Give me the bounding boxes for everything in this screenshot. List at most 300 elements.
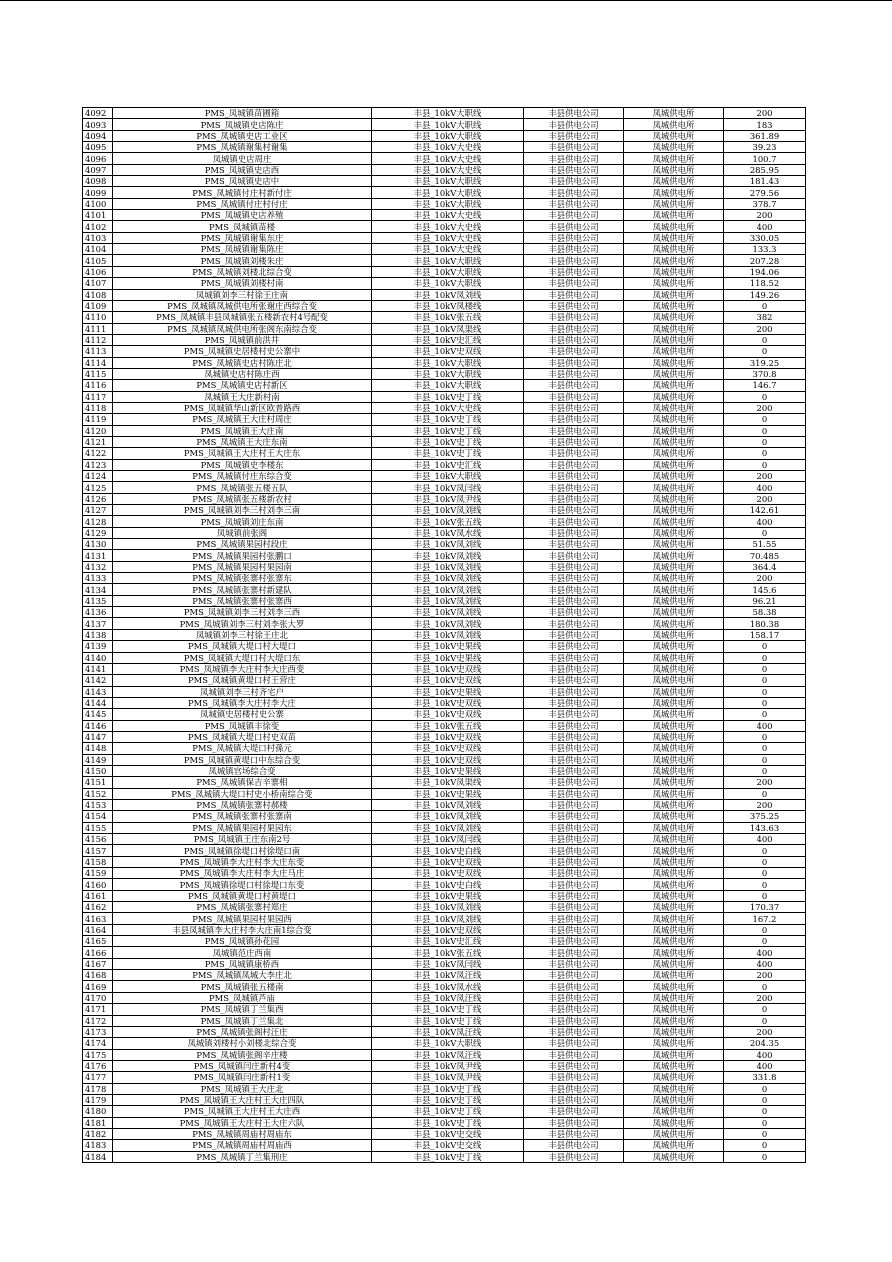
- station-name-cell: PMS_凤城镇凤城供电所张谢庄西综合变: [113, 300, 372, 311]
- feeder-line-cell: 丰县_10kV史果线: [372, 788, 524, 799]
- table-row: [83, 1004, 806, 1015]
- table-row: [83, 187, 806, 198]
- capacity-cell: 382: [724, 312, 806, 323]
- table-row: [83, 992, 806, 1003]
- supply-office-cell: 凤城供电所: [624, 584, 724, 595]
- feeder-line-cell: 丰县_10kV凤楼线: [372, 300, 524, 311]
- feeder-line-cell: 丰县_10kV凤汪线: [372, 1049, 524, 1060]
- capacity-cell: 0: [724, 1128, 806, 1139]
- feeder-line-cell: 丰县_10kV史丁线: [372, 391, 524, 402]
- supply-office-cell: 凤城供电所: [624, 187, 724, 198]
- supply-office-cell: 凤城供电所: [624, 448, 724, 459]
- supply-office-cell: 凤城供电所: [624, 958, 724, 969]
- row-number-cell: 4169: [83, 981, 113, 992]
- table-row: [83, 1083, 806, 1094]
- row-number-cell: 4140: [83, 652, 113, 663]
- capacity-cell: 0: [724, 1004, 806, 1015]
- row-number-cell: 4177: [83, 1072, 113, 1083]
- feeder-line-cell: 丰县_10kV大职线: [372, 357, 524, 368]
- feeder-line-cell: 丰县_10kV史汇线: [372, 459, 524, 470]
- table-row: [83, 834, 806, 845]
- row-number-cell: 4146: [83, 720, 113, 731]
- capacity-cell: 0: [724, 697, 806, 708]
- feeder-line-cell: 丰县_10kV大史线: [372, 244, 524, 255]
- table-row: [83, 312, 806, 323]
- row-number-cell: 4158: [83, 856, 113, 867]
- supply-office-cell: 凤城供电所: [624, 1151, 724, 1162]
- row-number-cell: 4128: [83, 516, 113, 527]
- supply-office-cell: 凤城供电所: [624, 312, 724, 323]
- supply-office-cell: 凤城供电所: [624, 822, 724, 833]
- table-row: [83, 323, 806, 334]
- table-row: [83, 947, 806, 958]
- feeder-line-cell: 丰县_10kV凤刘线: [372, 573, 524, 584]
- company-cell: 丰县供电公司: [524, 1004, 624, 1015]
- station-name-cell: PMS_凤城镇刘楼北综合变: [113, 266, 372, 277]
- table-row: [83, 380, 806, 391]
- company-cell: 丰县供电公司: [524, 323, 624, 334]
- feeder-line-cell: 丰县_10kV大史线: [372, 210, 524, 221]
- company-cell: 丰县供电公司: [524, 1151, 624, 1162]
- capacity-cell: 200: [724, 471, 806, 482]
- station-name-cell: PMS_凤城镇张寨村新建队: [113, 584, 372, 595]
- station-name-cell: PMS_凤城镇前洪井: [113, 334, 372, 345]
- station-name-cell: PMS_凤城镇康桥西: [113, 958, 372, 969]
- table-row: [83, 164, 806, 175]
- station-name-cell: PMS_凤城镇王大庄村王大庄四队: [113, 1094, 372, 1105]
- supply-office-cell: 凤城供电所: [624, 697, 724, 708]
- row-number-cell: 4112: [83, 334, 113, 345]
- feeder-line-cell: 丰县_10kV凤闫线: [372, 958, 524, 969]
- company-cell: 丰县供电公司: [524, 992, 624, 1003]
- feeder-line-cell: 丰县_10kV史丁线: [372, 436, 524, 447]
- company-cell: 丰县供电公司: [524, 1015, 624, 1026]
- company-cell: 丰县供电公司: [524, 1094, 624, 1105]
- company-cell: 丰县供电公司: [524, 879, 624, 890]
- company-cell: 丰县供电公司: [524, 686, 624, 697]
- station-name-cell: 凤城镇刘李三村齐宅户: [113, 686, 372, 697]
- station-name-cell: PMS_凤城镇徐堤口村徐堤口东变: [113, 879, 372, 890]
- station-name-cell: PMS_凤城镇付庄东综合变: [113, 471, 372, 482]
- capacity-cell: 146.7: [724, 380, 806, 391]
- table-row: [83, 1049, 806, 1060]
- feeder-line-cell: 丰县_10kV史丁线: [372, 425, 524, 436]
- feeder-line-cell: 丰县_10kV大史线: [372, 153, 524, 164]
- row-number-cell: 4181: [83, 1117, 113, 1128]
- company-cell: 丰县供电公司: [524, 754, 624, 765]
- station-name-cell: PMS_凤城镇丁兰集西: [113, 1004, 372, 1015]
- table-row: [83, 788, 806, 799]
- station-name-cell: PMS_凤城镇王大庄南: [113, 425, 372, 436]
- capacity-cell: 200: [724, 573, 806, 584]
- company-cell: 丰县供电公司: [524, 618, 624, 629]
- company-cell: 丰县供电公司: [524, 210, 624, 221]
- supply-office-cell: 凤城供电所: [624, 1128, 724, 1139]
- supply-office-cell: 凤城供电所: [624, 765, 724, 776]
- station-name-cell: 凤城镇史居楼村史公寨: [113, 709, 372, 720]
- supply-office-cell: 凤城供电所: [624, 1060, 724, 1071]
- row-number-cell: 4107: [83, 278, 113, 289]
- row-number-cell: 4182: [83, 1128, 113, 1139]
- table-row: [83, 777, 806, 788]
- company-cell: 丰县供电公司: [524, 380, 624, 391]
- row-number-cell: 4148: [83, 743, 113, 754]
- feeder-line-cell: 丰县_10kV大职线: [372, 130, 524, 141]
- supply-office-cell: 凤城供电所: [624, 1004, 724, 1015]
- capacity-cell: 118.52: [724, 278, 806, 289]
- table-row: [83, 607, 806, 618]
- capacity-cell: 200: [724, 1026, 806, 1037]
- capacity-cell: 0: [724, 1015, 806, 1026]
- capacity-cell: 143.63: [724, 822, 806, 833]
- station-name-cell: PMS_凤城镇丁兰集刑庄: [113, 1151, 372, 1162]
- feeder-line-cell: 丰县_10kV凤渠线: [372, 323, 524, 334]
- station-name-cell: PMS_凤城镇周庙村周庙东: [113, 1128, 372, 1139]
- capacity-cell: 96.21: [724, 595, 806, 606]
- table-body: [83, 108, 806, 1163]
- feeder-line-cell: 丰县_10kV凤水线: [372, 527, 524, 538]
- supply-office-cell: 凤城供电所: [624, 947, 724, 958]
- station-name-cell: PMS_凤城镇闫庄新村4变: [113, 1060, 372, 1071]
- table-row: [83, 1117, 806, 1128]
- station-name-cell: PMS_凤城镇王大庄村王大庄六队: [113, 1117, 372, 1128]
- supply-office-cell: 凤城供电所: [624, 845, 724, 856]
- table-row: [83, 550, 806, 561]
- feeder-line-cell: 丰县_10kV史汇线: [372, 936, 524, 947]
- company-cell: 丰县供电公司: [524, 346, 624, 357]
- capacity-cell: 0: [724, 391, 806, 402]
- table-row: [83, 799, 806, 810]
- supply-office-cell: 凤城供电所: [624, 799, 724, 810]
- feeder-line-cell: 丰县_10kV史双线: [372, 675, 524, 686]
- station-name-cell: PMS_凤城镇大堤口村大堤口: [113, 641, 372, 652]
- station-name-cell: PMS_凤城镇史居楼村史公寨中: [113, 346, 372, 357]
- feeder-line-cell: 丰县_10kV大史线: [372, 142, 524, 153]
- station-name-cell: PMS_凤城镇华山新区欧普路西: [113, 402, 372, 413]
- capacity-cell: 0: [724, 652, 806, 663]
- table-row: [83, 686, 806, 697]
- capacity-cell: 0: [724, 334, 806, 345]
- supply-office-cell: 凤城供电所: [624, 607, 724, 618]
- station-name-cell: PMS_凤城镇果园村果园南: [113, 561, 372, 572]
- feeder-line-cell: 丰县_10kV大职线: [372, 368, 524, 379]
- table-row: [83, 505, 806, 516]
- capacity-cell: 400: [724, 482, 806, 493]
- feeder-line-cell: 丰县_10kV史交线: [372, 1140, 524, 1151]
- company-cell: 丰县供电公司: [524, 777, 624, 788]
- station-name-cell: PMS_凤城镇张寨村郑庄: [113, 902, 372, 913]
- station-name-cell: PMS_凤城镇周庙村周庙西: [113, 1140, 372, 1151]
- company-cell: 丰县供电公司: [524, 1106, 624, 1117]
- supply-office-cell: 凤城供电所: [624, 731, 724, 742]
- capacity-cell: 361.89: [724, 130, 806, 141]
- table-row: [83, 595, 806, 606]
- row-number-cell: 4100: [83, 198, 113, 209]
- row-number-cell: 4173: [83, 1026, 113, 1037]
- company-cell: 丰县供电公司: [524, 505, 624, 516]
- capacity-cell: 0: [724, 731, 806, 742]
- station-name-cell: PMS_凤城镇王庄东南2号: [113, 834, 372, 845]
- table-row: [83, 879, 806, 890]
- capacity-cell: 145.6: [724, 584, 806, 595]
- supply-office-cell: 凤城供电所: [624, 300, 724, 311]
- supply-office-cell: 凤城供电所: [624, 709, 724, 720]
- capacity-cell: 100.7: [724, 153, 806, 164]
- table-row: [83, 198, 806, 209]
- station-name-cell: 凤城镇刘李三村徐王庄北: [113, 629, 372, 640]
- capacity-cell: 194.06: [724, 266, 806, 277]
- company-cell: 丰县供电公司: [524, 312, 624, 323]
- company-cell: 丰县供电公司: [524, 765, 624, 776]
- supply-office-cell: 凤城供电所: [624, 119, 724, 130]
- station-name-cell: PMS_凤城镇大堤口村史双苗: [113, 731, 372, 742]
- capacity-cell: 400: [724, 720, 806, 731]
- supply-office-cell: 凤城供电所: [624, 176, 724, 187]
- supply-office-cell: 凤城供电所: [624, 368, 724, 379]
- feeder-line-cell: 丰县_10kV凤刘线: [372, 561, 524, 572]
- company-cell: 丰县供电公司: [524, 936, 624, 947]
- row-number-cell: 4123: [83, 459, 113, 470]
- row-number-cell: 4175: [83, 1049, 113, 1060]
- supply-office-cell: 凤城供电所: [624, 210, 724, 221]
- supply-office-cell: 凤城供电所: [624, 1072, 724, 1083]
- supply-office-cell: 凤城供电所: [624, 1049, 724, 1060]
- supply-office-cell: 凤城供电所: [624, 380, 724, 391]
- company-cell: 丰县供电公司: [524, 845, 624, 856]
- station-name-cell: PMS_凤城镇芦庙: [113, 992, 372, 1003]
- row-number-cell: 4092: [83, 108, 113, 119]
- table-row: [83, 936, 806, 947]
- row-number-cell: 4149: [83, 754, 113, 765]
- table-row: [83, 1060, 806, 1071]
- table-row: [83, 527, 806, 538]
- feeder-line-cell: 丰县_10kV大职线: [372, 471, 524, 482]
- supply-office-cell: 凤城供电所: [624, 1117, 724, 1128]
- table-row: [83, 573, 806, 584]
- feeder-line-cell: 丰县_10kV史双线: [372, 743, 524, 754]
- row-number-cell: 4118: [83, 402, 113, 413]
- row-number-cell: 4099: [83, 187, 113, 198]
- table-row: [83, 856, 806, 867]
- table-row: [83, 652, 806, 663]
- station-name-cell: PMS_凤城镇张寨村张寨东: [113, 573, 372, 584]
- row-number-cell: 4142: [83, 675, 113, 686]
- company-cell: 丰县供电公司: [524, 811, 624, 822]
- company-cell: 丰县供电公司: [524, 108, 624, 119]
- supply-office-cell: 凤城供电所: [624, 346, 724, 357]
- capacity-cell: 0: [724, 1151, 806, 1162]
- capacity-cell: 0: [724, 936, 806, 947]
- feeder-line-cell: 丰县_10kV史丁线: [372, 1094, 524, 1105]
- capacity-cell: 0: [724, 663, 806, 674]
- feeder-line-cell: 丰县_10kV史果线: [372, 641, 524, 652]
- company-cell: 丰县供电公司: [524, 743, 624, 754]
- station-name-cell: PMS_凤城镇王大庄村周庄: [113, 414, 372, 425]
- feeder-line-cell: 丰县_10kV凤汪线: [372, 970, 524, 981]
- station-name-cell: PMS_凤城镇付庄村付庄: [113, 198, 372, 209]
- station-name-cell: PMS_凤城镇王大庄东南: [113, 436, 372, 447]
- company-cell: 丰县供电公司: [524, 1072, 624, 1083]
- supply-office-cell: 凤城供电所: [624, 471, 724, 482]
- station-name-cell: PMS_凤城镇张五楼南: [113, 981, 372, 992]
- station-name-cell: PMS_凤城镇凤城供电所张阁东南综合变: [113, 323, 372, 334]
- station-name-cell: PMS_凤城镇丰徐变: [113, 720, 372, 731]
- table-row: [83, 845, 806, 856]
- row-number-cell: 4184: [83, 1151, 113, 1162]
- company-cell: 丰县供电公司: [524, 981, 624, 992]
- feeder-line-cell: 丰县_10kV史果线: [372, 652, 524, 663]
- capacity-cell: 0: [724, 448, 806, 459]
- company-cell: 丰县供电公司: [524, 584, 624, 595]
- capacity-cell: 200: [724, 323, 806, 334]
- table-row: [83, 176, 806, 187]
- row-number-cell: 4163: [83, 913, 113, 924]
- row-number-cell: 4134: [83, 584, 113, 595]
- capacity-cell: 0: [724, 709, 806, 720]
- table-row: [83, 1128, 806, 1139]
- supply-office-cell: 凤城供电所: [624, 516, 724, 527]
- supply-office-cell: 凤城供电所: [624, 856, 724, 867]
- company-cell: 丰县供电公司: [524, 1083, 624, 1094]
- row-number-cell: 4141: [83, 663, 113, 674]
- row-number-cell: 4135: [83, 595, 113, 606]
- row-number-cell: 4161: [83, 890, 113, 901]
- feeder-line-cell: 丰县_10kV史交线: [372, 1128, 524, 1139]
- row-number-cell: 4133: [83, 573, 113, 584]
- capacity-cell: 331.8: [724, 1072, 806, 1083]
- supply-office-cell: 凤城供电所: [624, 1083, 724, 1094]
- station-name-cell: PMS_凤城镇史店中: [113, 176, 372, 187]
- company-cell: 丰县供电公司: [524, 697, 624, 708]
- supply-office-cell: 凤城供电所: [624, 902, 724, 913]
- row-number-cell: 4096: [83, 153, 113, 164]
- feeder-line-cell: 丰县_10kV史丁线: [372, 1015, 524, 1026]
- station-name-cell: PMS_凤城镇果园村张鹏口: [113, 550, 372, 561]
- company-cell: 丰县供电公司: [524, 244, 624, 255]
- station-name-cell: PMS_凤城镇张五楼新农村: [113, 493, 372, 504]
- company-cell: 丰县供电公司: [524, 1026, 624, 1037]
- station-name-cell: PMS_凤城镇保吉辛寨相: [113, 777, 372, 788]
- company-cell: 丰县供电公司: [524, 357, 624, 368]
- supply-office-cell: 凤城供电所: [624, 629, 724, 640]
- row-number-cell: 4094: [83, 130, 113, 141]
- row-number-cell: 4138: [83, 629, 113, 640]
- capacity-cell: 200: [724, 108, 806, 119]
- company-cell: 丰县供电公司: [524, 527, 624, 538]
- feeder-line-cell: 丰县_10kV大职线: [372, 176, 524, 187]
- row-number-cell: 4120: [83, 425, 113, 436]
- station-name-cell: PMS_凤城镇张五楼五队: [113, 482, 372, 493]
- station-name-cell: PMS_凤城镇大堤口村史小桥南综合变: [113, 788, 372, 799]
- supply-office-cell: 凤城供电所: [624, 573, 724, 584]
- capacity-cell: 200: [724, 992, 806, 1003]
- table-row: [83, 357, 806, 368]
- station-name-cell: PMS_凤城镇付庄村新付庄: [113, 187, 372, 198]
- company-cell: 丰县供电公司: [524, 947, 624, 958]
- row-number-cell: 4136: [83, 607, 113, 618]
- station-name-cell: PMS_凤城镇孙花园: [113, 936, 372, 947]
- row-number-cell: 4129: [83, 527, 113, 538]
- table-row: [83, 1151, 806, 1162]
- table-row: [83, 584, 806, 595]
- supply-office-cell: 凤城供电所: [624, 550, 724, 561]
- row-number-cell: 4125: [83, 482, 113, 493]
- company-cell: 丰县供电公司: [524, 300, 624, 311]
- feeder-line-cell: 丰县_10kV史白线: [372, 879, 524, 890]
- supply-office-cell: 凤城供电所: [624, 414, 724, 425]
- capacity-cell: 400: [724, 516, 806, 527]
- feeder-line-cell: 丰县_10kV凤尹线: [372, 493, 524, 504]
- company-cell: 丰县供电公司: [524, 436, 624, 447]
- supply-office-cell: 凤城供电所: [624, 1140, 724, 1151]
- table-row: [83, 868, 806, 879]
- feeder-line-cell: 丰县_10kV史双线: [372, 709, 524, 720]
- company-cell: 丰县供电公司: [524, 289, 624, 300]
- supply-office-cell: 凤城供电所: [624, 391, 724, 402]
- feeder-line-cell: 丰县_10kV大史线: [372, 402, 524, 413]
- supply-office-cell: 凤城供电所: [624, 402, 724, 413]
- station-name-cell: PMS_凤城镇凤城大李庄北: [113, 970, 372, 981]
- feeder-line-cell: 丰县_10kV史双线: [372, 697, 524, 708]
- supply-office-cell: 凤城供电所: [624, 561, 724, 572]
- station-name-cell: PMS_凤城镇徐堤口村徐堤口南: [113, 845, 372, 856]
- company-cell: 丰县供电公司: [524, 471, 624, 482]
- feeder-line-cell: 丰县_10kV史丁线: [372, 1083, 524, 1094]
- supply-office-cell: 凤城供电所: [624, 743, 724, 754]
- company-cell: 丰县供电公司: [524, 334, 624, 345]
- company-cell: 丰县供电公司: [524, 493, 624, 504]
- company-cell: 丰县供电公司: [524, 459, 624, 470]
- supply-office-cell: 凤城供电所: [624, 879, 724, 890]
- capacity-cell: 70.485: [724, 550, 806, 561]
- table-row: [83, 448, 806, 459]
- feeder-line-cell: 丰县_10kV史汇线: [372, 334, 524, 345]
- row-number-cell: 4183: [83, 1140, 113, 1151]
- capacity-cell: 0: [724, 527, 806, 538]
- station-name-cell: PMS_凤城镇谢集村谢集: [113, 142, 372, 153]
- company-cell: 丰县供电公司: [524, 902, 624, 913]
- capacity-cell: 0: [724, 1140, 806, 1151]
- table-row: [83, 811, 806, 822]
- supply-office-cell: 凤城供电所: [624, 777, 724, 788]
- capacity-cell: 0: [724, 765, 806, 776]
- feeder-line-cell: 丰县_10kV史双线: [372, 868, 524, 879]
- company-cell: 丰县供电公司: [524, 1117, 624, 1128]
- company-cell: 丰县供电公司: [524, 255, 624, 266]
- feeder-line-cell: 丰县_10kV史果线: [372, 686, 524, 697]
- company-cell: 丰县供电公司: [524, 130, 624, 141]
- feeder-line-cell: 丰县_10kV凤刘线: [372, 584, 524, 595]
- row-number-cell: 4147: [83, 731, 113, 742]
- capacity-cell: 364.4: [724, 561, 806, 572]
- row-number-cell: 4126: [83, 493, 113, 504]
- company-cell: 丰县供电公司: [524, 924, 624, 935]
- capacity-cell: 400: [724, 1049, 806, 1060]
- table-row: [83, 210, 806, 221]
- capacity-cell: 200: [724, 777, 806, 788]
- table-row: [83, 1106, 806, 1117]
- supply-office-cell: 凤城供电所: [624, 436, 724, 447]
- company-cell: 丰县供电公司: [524, 391, 624, 402]
- company-cell: 丰县供电公司: [524, 641, 624, 652]
- capacity-cell: 400: [724, 834, 806, 845]
- company-cell: 丰县供电公司: [524, 799, 624, 810]
- table-row: [83, 629, 806, 640]
- row-number-cell: 4176: [83, 1060, 113, 1071]
- station-name-cell: PMS_凤城镇张寨村张寨西: [113, 595, 372, 606]
- row-number-cell: 4109: [83, 300, 113, 311]
- supply-office-cell: 凤城供电所: [624, 652, 724, 663]
